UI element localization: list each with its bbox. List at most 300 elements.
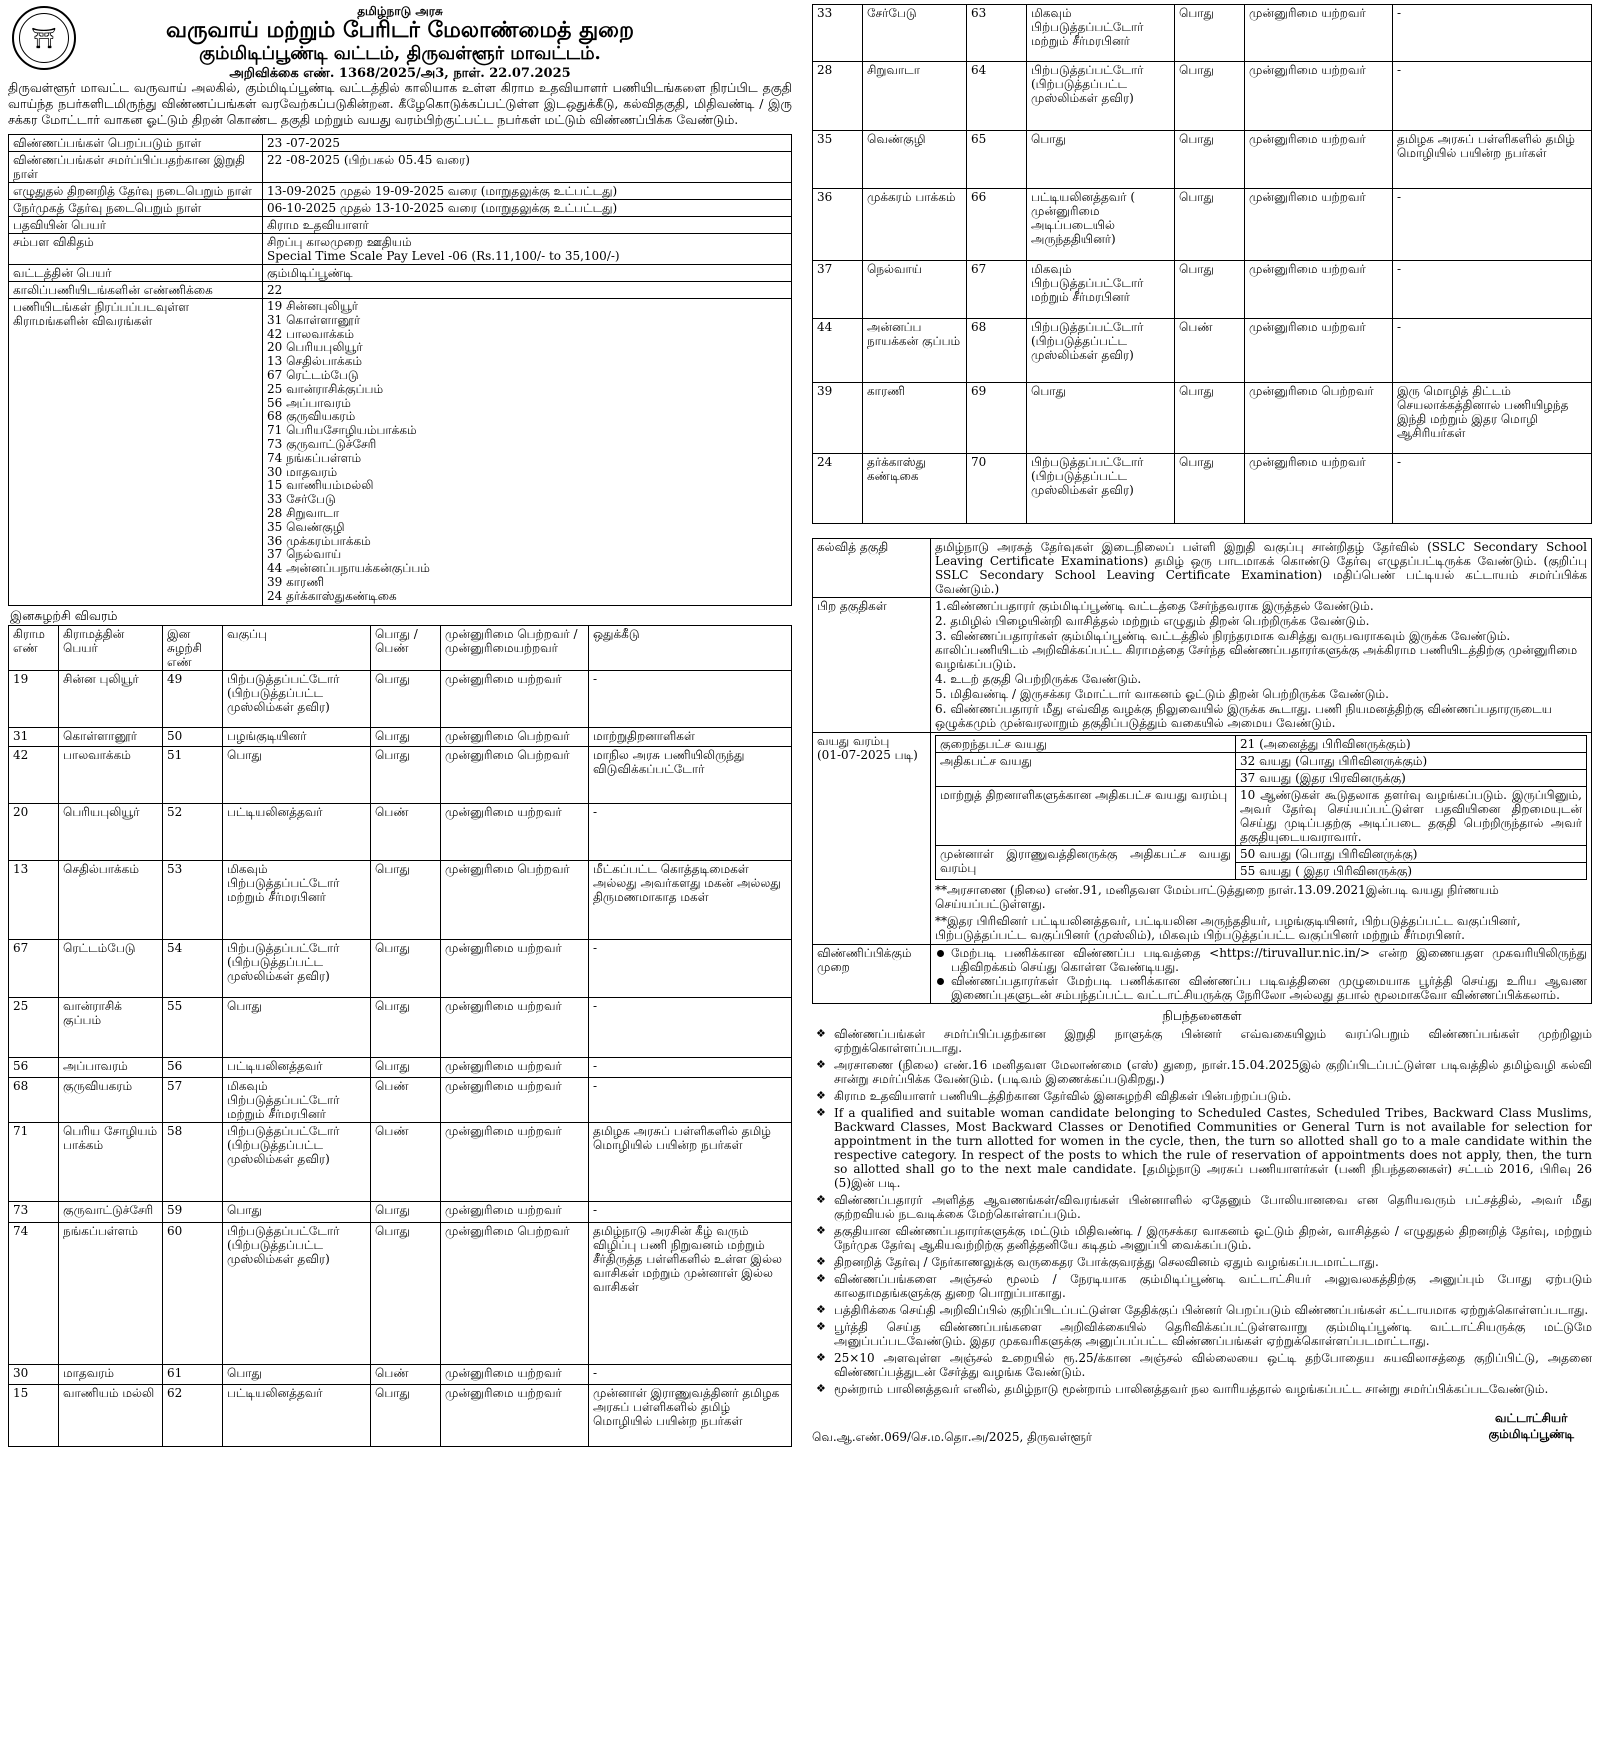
roster-cell: பிற்படுத்தப்பட்டோர் (பிற்படுத்தப்பட்ட முஸ்லிம்கள் தவிர) xyxy=(223,1222,371,1364)
roster-cell: தமிழக அரசுப் பள்ளிகளில் தமிழ் மொழியில் பயின்ற நபர்கள் xyxy=(589,1122,792,1201)
condition-item xyxy=(812,1058,1592,1086)
pay-value-english: Special Time Scale Pay Level -06 (Rs.11,100/- to 35,100/-) xyxy=(267,249,620,263)
max-age-value-general: 32 வயது (பொது பிரிவினருக்கும்) xyxy=(1236,753,1587,770)
info-row xyxy=(9,265,792,282)
roster-cell: 24 xyxy=(813,454,863,524)
roster-cell: பொது xyxy=(371,1201,441,1222)
village-item: 25 வான்ராசிக்குப்பம் xyxy=(267,381,384,396)
roster-cell: 73 xyxy=(9,1201,59,1222)
document-header xyxy=(8,4,792,81)
roster-cell: 67 xyxy=(9,939,59,997)
village-item: 35 வெண்குழி xyxy=(267,519,345,534)
roster-cell: 36 xyxy=(813,189,863,261)
age-row xyxy=(936,736,1587,753)
roster-cell: - xyxy=(589,803,792,860)
ex-servicemen-value-others: 55 வயது ( இதர பிரிவினருக்கு) xyxy=(1236,863,1587,880)
village-item: 67 ரெட்டம்பேடு xyxy=(267,367,359,382)
roster-cell: 71 xyxy=(9,1122,59,1201)
village-item: 28 சிறுவாடா xyxy=(267,505,340,520)
roster-cell: 74 xyxy=(9,1222,59,1364)
qualification-row xyxy=(813,539,1592,598)
age-limit-label xyxy=(813,733,931,945)
roster-label: இனசுழற்சி விவரம் xyxy=(10,607,118,623)
qualification-item: 2. தமிழில் பிழையின்றி வாசித்தல் மற்றும் எழுதும் திறன் பெற்றிருக்க வேண்டும். xyxy=(935,614,1370,628)
roster-cell: அப்பாவரம் xyxy=(59,1057,163,1077)
table-row xyxy=(9,1222,792,1364)
condition-text: விண்ணப்பதாரர் அளித்த ஆவணங்கள்/விவரங்கள் பின்னாளில் ஏதேனும் போலியானவை என தெரியவரும் பட்சத்தில், அவர் மீது குற்றவியல் நடவடிக்கை மேற்கொள்ளப்படும். xyxy=(834,1193,1592,1221)
diamond-bullet-icon: ❖ xyxy=(816,1272,826,1285)
table-row xyxy=(813,62,1592,131)
reference-number: வெ.ஆ.எண்.069/செ.ம.தொ.அ/2025, திருவள்ளூர் xyxy=(812,1430,1093,1444)
roster-table-left xyxy=(8,625,792,1447)
table-row xyxy=(9,746,792,803)
roster-cell: பழங்குடியினர் xyxy=(223,727,371,746)
roster-cell: வாணியம் மல்லி xyxy=(59,1384,163,1446)
info-label: காலிப்பணியிடங்களின் எண்ணிக்கை xyxy=(9,282,263,299)
roster-cell: முன்னுரிமை யற்றவர் xyxy=(1245,189,1393,261)
roster-cell: பிற்படுத்தப்பட்டோர் (பிற்படுத்தப்பட்ட முஸ்லிம்கள் தவிர) xyxy=(223,1122,371,1201)
roster-cell: பாலவாக்கம் xyxy=(59,746,163,803)
qualification-item: 5. மிதிவண்டி / இருசக்கர மோட்டார் வாகனம் ஓட்டும் திறன் பெற்றிருக்க வேண்டும். xyxy=(935,687,1389,701)
max-age-label: அதிகபட்ச வயது xyxy=(936,753,1236,787)
diamond-bullet-icon: ❖ xyxy=(816,1303,826,1316)
roster-cell: முன்னுரிமை பெற்றவர் xyxy=(441,727,589,746)
temple-emblem-icon: ⛩ xyxy=(19,13,69,63)
village-item: 73 குருவாட்டுச்சேரி xyxy=(267,436,377,451)
info-label: எழுதுதல் திறனறித் தேர்வு நடைபெறும் நாள் xyxy=(9,183,263,200)
table-row xyxy=(9,803,792,860)
roster-cell: பொது xyxy=(1175,454,1245,524)
village-item: 31 கொள்ளானூர் xyxy=(267,312,361,327)
roster-cell: பொது xyxy=(1175,5,1245,62)
roster-cell: முன்னுரிமை யற்றவர் xyxy=(441,1384,589,1446)
village-item: 56 அப்பாவரம் xyxy=(267,395,351,410)
roster-cell: மாற்றுதிறனாளிகள் xyxy=(589,727,792,746)
differently-abled-value: 10 ஆண்டுகள் கூடுதலாக தளர்வு வழங்கப்படும். இருப்பினும், அவர் தேர்வு செய்யப்பட்டுள்ள பதவியினை திறமையுடன் செய்து முடிப்பதற்கு அடிப்படை தகுதி பெற்றிருந்தால் அவர் தகுதியுடையவராவார். xyxy=(1236,787,1587,846)
roster-cell: - xyxy=(589,1364,792,1384)
roster-cell: 52 xyxy=(163,803,223,860)
qualification-row xyxy=(813,598,1592,733)
document-footer xyxy=(812,1406,1592,1450)
diamond-bullet-icon: ❖ xyxy=(816,1089,826,1102)
info-row xyxy=(9,152,792,183)
info-label: பணியிடங்கள் நிரப்பப்படவுள்ள கிராமங்களின் விவரங்கள் xyxy=(9,299,263,606)
age-note-categories: **இதர பிரிவினர் பட்டியலினத்தவர், பட்டியலின அருந்ததியர், பழங்குடியினர், பிற்படுத்தப்பட்ட வகுப்பினர், பிற்படுத்தப்பட்ட வகுப்பினர் (முஸ்லிம்), மிகவும் பிற்படுத்தப்பட்ட வகுப்பினர் மற்றும் சீர்மரபினர். xyxy=(935,914,1521,942)
info-value: கிராம உதவியாளர் xyxy=(263,217,792,234)
condition-text: மூன்றாம் பாலினத்தவர் எனில், தமிழ்நாடு மூன்றாம் பாலினத்தவர் நல வாரியத்தால் வழங்கப்பட்ட சான்று சமர்ப்பிக்கப்படவேண்டும். xyxy=(834,1382,1549,1396)
roster-cell: பொது xyxy=(1027,383,1175,454)
roster-cell: மிகவும் பிற்படுத்தப்பட்டோர் மற்றும் சீர்மரபினர் xyxy=(1027,261,1175,319)
roster-cell: பெண் xyxy=(371,1077,441,1122)
roster-cell: - xyxy=(1393,189,1592,261)
info-value: 23 -07-2025 xyxy=(263,135,792,152)
age-limit-title: வயது வரம்பு xyxy=(817,734,890,748)
age-row xyxy=(936,753,1587,770)
roster-cell: கொள்ளானூர் xyxy=(59,727,163,746)
roster-cell: 59 xyxy=(163,1201,223,1222)
roster-cell: 37 xyxy=(813,261,863,319)
roster-cell: 30 xyxy=(9,1364,59,1384)
village-item: 37 நெல்வாய் xyxy=(267,547,342,562)
roster-cell: வெண்குழி xyxy=(863,131,967,189)
table-row xyxy=(813,189,1592,261)
roster-cell: பொது xyxy=(371,860,441,939)
roster-cell: முன்னுரிமை யற்றவர் xyxy=(441,1201,589,1222)
qualification-row xyxy=(813,945,1592,1004)
roster-table-right xyxy=(812,4,1592,524)
qualification-item: 1.விண்ணப்பதாரர் கும்மிடிப்பூண்டி வட்டத்தை சேர்ந்தவராக இருத்தல் வேண்டும். xyxy=(935,599,1374,613)
apply-method-label: விண்ணிப்பிக்கும் முறை xyxy=(813,945,931,1004)
village-item: 71 பெரியசோழியம்பாக்கம் xyxy=(267,423,417,438)
village-item: 39 காரணி xyxy=(267,574,325,589)
info-label: நேர்முகத் தேர்வு நடைபெறும் நாள் xyxy=(9,200,263,217)
village-item: 24 தர்க்காஸ்துகண்டிகை xyxy=(267,588,397,603)
table-row xyxy=(9,1077,792,1122)
roster-cell: பொது xyxy=(1175,261,1245,319)
roster-cell: பொது xyxy=(371,1057,441,1077)
roster-cell: பொது xyxy=(1175,131,1245,189)
roster-cell: - xyxy=(1393,319,1592,383)
info-row xyxy=(9,200,792,217)
apply-step xyxy=(935,946,1587,974)
village-item: 36 முக்கரம்பாக்கம் xyxy=(267,533,371,548)
roster-cell: - xyxy=(1393,5,1592,62)
table-row xyxy=(813,261,1592,319)
roster-cell: 69 xyxy=(967,383,1027,454)
roster-cell: 19 xyxy=(9,670,59,727)
signatory-title: வட்டாட்சியர் xyxy=(1495,1411,1568,1425)
info-row xyxy=(9,282,792,299)
roster-header-cell: முன்னுரிமை பெற்றவர் / முன்னுரிமையற்றவர் xyxy=(441,625,589,670)
qualification-item: 4. உடற் தகுதி பெற்றிருக்க வேண்டும். xyxy=(935,672,1142,686)
roster-cell: மிகவும் பிற்படுத்தப்பட்டோர் மற்றும் சீர்மரபினர் xyxy=(223,1077,371,1122)
left-column xyxy=(8,4,792,1447)
roster-cell: பிற்படுத்தப்பட்டோர் (பிற்படுத்தப்பட்ட முஸ்லிம்கள் தவிர) xyxy=(1027,62,1175,131)
village-item: 74 நங்கப்பள்ளம் xyxy=(267,450,362,465)
condition-text: திறனறித் தேர்வு / நேர்காணலுக்கு வருகைதர போக்குவரத்து செலவினம் ஏதும் வழங்கப்படமாட்டாது. xyxy=(834,1255,1379,1269)
roster-cell: முன்னுரிமை யற்றவர் xyxy=(441,997,589,1057)
differently-abled-label: மாற்றுத் திறனாளிகளுக்கான அதிகபட்ச வயது வரம்பு xyxy=(936,787,1236,846)
table-row xyxy=(9,860,792,939)
info-value xyxy=(263,299,792,606)
roster-cell: நங்கப்பள்ளம் xyxy=(59,1222,163,1364)
roster-cell: பெண் xyxy=(1175,319,1245,383)
roster-cell: பொது xyxy=(371,939,441,997)
signatory-office: கும்மிடிப்பூண்டி xyxy=(1488,1427,1574,1441)
roster-cell: - xyxy=(589,1057,792,1077)
roster-cell: முன்னுரிமை யற்றவர் xyxy=(441,1122,589,1201)
table-row xyxy=(813,383,1592,454)
roster-cell: மிகவும் பிற்படுத்தப்பட்டோர் மற்றும் சீர்மரபினர் xyxy=(1027,5,1175,62)
roster-cell: முன்னுரிமை யற்றவர் xyxy=(441,1364,589,1384)
village-item: 30 மாதவரம் xyxy=(267,464,338,479)
condition-item xyxy=(812,1027,1592,1055)
roster-cell: பொது xyxy=(1175,62,1245,131)
roster-cell: ரெட்டம்பேடு xyxy=(59,939,163,997)
info-label: விண்ணப்பங்கள் பெறப்படும் நாள் xyxy=(9,135,263,152)
roster-cell: 35 xyxy=(813,131,863,189)
roster-header-cell: கிராம எண் xyxy=(9,625,59,670)
roster-cell: பொது xyxy=(223,746,371,803)
roster-header-cell: கிராமத்தின் பெயர் xyxy=(59,625,163,670)
roster-cell: 63 xyxy=(967,5,1027,62)
apply-step-text: மேற்படி பணிக்கான விண்ணப்ப படிவத்தை <https://tiruvallur.nic.in/> என்ற இணையதள முகவரியிலிருந்து பதிவிறக்கம் செய்து கொள்ள வேண்டியது. xyxy=(951,946,1587,974)
diamond-bullet-icon: ❖ xyxy=(816,1058,826,1071)
roster-cell: பெண் xyxy=(371,803,441,860)
village-item: 20 பெரியபுலியூர் xyxy=(267,340,363,355)
table-row xyxy=(9,1122,792,1201)
roster-cell: 42 xyxy=(9,746,59,803)
roster-cell: பிற்படுத்தப்பட்டோர் (பிற்படுத்தப்பட்ட முஸ்லிம்கள் தவிர) xyxy=(1027,319,1175,383)
condition-text: 25×10 அளவுள்ள அஞ்சல் உறையில் ரூ.25/க்கான அஞ்சல் வில்லையை ஒட்டி தற்போதைய சுயவிலாசத்தை குறிப்பிட்டு, அதனை விண்ணப்பத்துடன் சேர்த்து வழங்க வேண்டும். xyxy=(834,1351,1592,1379)
roster-cell: முக்கரம் பாக்கம் xyxy=(863,189,967,261)
roster-cell: 50 xyxy=(163,727,223,746)
roster-cell: இரு மொழித் திட்டம் செயலாக்கத்தினால் பணியிழந்த இந்தி மற்றும் இதர மொழி ஆசிரியர்கள் xyxy=(1393,383,1592,454)
roster-cell: சேர்பேடு xyxy=(863,5,967,62)
education-label: கல்வித் தகுதி xyxy=(813,539,931,598)
roster-cell: முன்னுரிமை யற்றவர் xyxy=(1245,261,1393,319)
roster-cell: முன்னுரிமை யற்றவர் xyxy=(1245,454,1393,524)
age-limit-date: (01-07-2025 படி) xyxy=(817,748,918,762)
info-value xyxy=(263,234,792,265)
qualification-item: 3. விண்ணப்பதாரர்கள் கும்மிடிப்பூண்டி வட்டத்தில் நிரந்தரமாக வசித்து வருபவராகவும் இருக்க வேண்டும். காலிப்பணியிடம் அறிவிக்கப்பட்ட கிராமத்தை சேர்ந்த விண்ணப்பதாரர்களுக்கு அக்கிராம பணியிடத்திற்கு முன்னுரிமை வழங்கப்படும். xyxy=(935,629,1578,671)
roster-cell: - xyxy=(1393,62,1592,131)
roster-cell: பொது xyxy=(371,997,441,1057)
roster-cell: பொது xyxy=(223,997,371,1057)
age-row xyxy=(936,846,1587,863)
roster-cell: மாதவரம் xyxy=(59,1364,163,1384)
village-item: 19 சின்னபுலியூர் xyxy=(267,299,359,313)
roster-cell: 57 xyxy=(163,1077,223,1122)
roster-cell: சின்ன புலியூர் xyxy=(59,670,163,727)
roster-cell: - xyxy=(1393,454,1592,524)
table-row xyxy=(9,727,792,746)
roster-cell: பெண் xyxy=(371,1122,441,1201)
ex-servicemen-label: முன்னாள் இராணுவத்தினருக்கு அதிகபட்ச வயது வரம்பு xyxy=(936,846,1236,880)
conditions-list xyxy=(812,1027,1592,1396)
roster-cell: 68 xyxy=(9,1077,59,1122)
roster-header-cell: இன சுழற்சி எண் xyxy=(163,625,223,670)
roster-cell: பொது xyxy=(1027,131,1175,189)
table-row xyxy=(813,454,1592,524)
condition-text: பத்திரிக்கை செய்தி அறிவிப்பில் குறிப்பிடப்பட்டுள்ள தேதிக்குப் பின்னர் பெறப்படும் விண்ணப்பங்கள் கட்டாயமாக ஏற்றுக்கொள்ளப்படாது. xyxy=(834,1303,1589,1317)
roster-cell: 70 xyxy=(967,454,1027,524)
table-row xyxy=(9,1057,792,1077)
roster-cell: பெரியபுலியூர் xyxy=(59,803,163,860)
roster-cell: 44 xyxy=(813,319,863,383)
condition-text: விண்ணப்பங்களை அஞ்சல் மூலம் / நேரடியாக கும்மிடிப்பூண்டி வட்டாட்சியர் அலுவலகத்திற்கு அனுப்பும் போது ஏற்படும் காலதாமதங்களுக்கு துறை பொறுப்பாகாது. xyxy=(834,1272,1592,1300)
bullet-icon xyxy=(937,950,944,957)
condition-text: பூர்த்தி செய்த விண்ணப்பங்களை அறிவிக்கையில் தெரிவிக்கப்பட்டுள்ளவாறு கும்மிடிப்பூண்டி வட்டாட்சியருக்கு மட்டுமே அனுப்பப்படவேண்டும். இதர முகவரிகளுக்கு அனுப்பப்பட்ட விண்ணப்பங்கள் ஏற்றுக்கொள்ளப்படமாட்டாது. xyxy=(834,1320,1592,1348)
condition-item xyxy=(812,1255,1592,1269)
diamond-bullet-icon: ❖ xyxy=(816,1255,826,1268)
village-item: 15 வாணியம்மல்லி xyxy=(267,478,374,493)
info-value: கும்மிடிப்பூண்டி xyxy=(263,265,792,282)
roster-cell: 33 xyxy=(813,5,863,62)
info-row xyxy=(9,135,792,152)
roster-cell: - xyxy=(589,670,792,727)
roster-cell: முன்னுரிமை பெற்றவர் xyxy=(441,860,589,939)
diamond-bullet-icon: ❖ xyxy=(816,1224,826,1237)
roster-header-cell: ஒதுக்கீடு xyxy=(589,625,792,670)
roster-cell: பொது xyxy=(371,1384,441,1446)
roster-cell: 58 xyxy=(163,1122,223,1201)
roster-cell: பொது xyxy=(371,670,441,727)
info-label: விண்ணப்பங்கள் சமர்ப்பிப்பதற்கான இறுதி நாள் xyxy=(9,152,263,183)
village-item: 42 பாலவாக்கம் xyxy=(267,326,355,341)
roster-cell: - xyxy=(589,1201,792,1222)
info-row xyxy=(9,234,792,265)
table-row xyxy=(9,997,792,1057)
diamond-bullet-icon: ❖ xyxy=(816,1106,826,1119)
roster-cell: பிற்படுத்தப்பட்டோர் (பிற்படுத்தப்பட்ட முஸ்லிம்கள் தவிர) xyxy=(1027,454,1175,524)
bullet-icon xyxy=(937,978,944,985)
right-column xyxy=(812,4,1592,1450)
roster-cell: முன்னுரிமை யற்றவர் xyxy=(441,939,589,997)
village-item: 44 அன்னப்பநாயக்கன்குப்பம் xyxy=(267,561,430,576)
condition-item xyxy=(812,1303,1592,1317)
roster-cell: பொது xyxy=(223,1201,371,1222)
table-row xyxy=(9,1201,792,1222)
education-value: தமிழ்நாடு அரசுத் தேர்வுகள் இடைநிலைப் பள்ளி இறுதி வகுப்பு சான்றிதழ் தேர்வில் (SSLC Secondary School Leaving Certificate Examinations) தமிழ் ஒரு பாடமாகக் கொண்டு தேர்வு எழுதப்பட்டிருக்க வேண்டும். (குறிப்பு SSLC Secondary School Leaving Certificate Examination) மதிப்பெண் பட்டியல் கட்டாயம் சமர்ப்பிக்க வேண்டும்.) xyxy=(931,539,1592,598)
condition-text: கிராம உதவியாளர் பணியிடத்திற்கான தேர்வில் இனசுழற்சி விதிகள் பின்பற்றப்படும். xyxy=(834,1089,1292,1103)
table-row xyxy=(813,131,1592,189)
other-qualification-value xyxy=(931,598,1592,733)
signature-block xyxy=(1488,1410,1574,1442)
roster-cell: பிற்படுத்தப்பட்டோர் (பிற்படுத்தப்பட்ட முஸ்லிம்கள் தவிர) xyxy=(223,939,371,997)
roster-cell: வான்ராசிக் குப்பம் xyxy=(59,997,163,1057)
roster-cell: முன்னுரிமை பெற்றவர் xyxy=(441,1222,589,1364)
age-note-go: **அரசாணை (நிலை) எண்.91, மனிதவள மேம்பாட்டுத்துறை நாள்.13.09.2021இன்படி வயது நிர்ணயம் செய்யப்பட்டுள்ளது. xyxy=(935,883,1499,911)
roster-cell: பொது xyxy=(1175,189,1245,261)
roster-cell: 56 xyxy=(163,1057,223,1077)
qualification-row xyxy=(813,733,1592,945)
qualification-item: 6. விண்ணப்பதாரர் மீது எவ்வித வழக்கு நிலுவையில் இருக்க கூடாது. பணி நியமனத்திற்கு விண்ணப்பதாரருடைய ஒழுக்கமும் முன்வரலாறும் தகுதிப்படுத்தும் வகையில் அமைய வேண்டும். xyxy=(935,702,1553,730)
condition-item xyxy=(812,1351,1592,1379)
age-row xyxy=(936,787,1587,846)
table-row xyxy=(813,319,1592,383)
roster-cell: செதில்பாக்கம் xyxy=(59,860,163,939)
village-item: 68 குருவியகரம் xyxy=(267,409,356,424)
info-value: 22 -08-2025 (பிற்பகல் 05.45 வரை) xyxy=(263,152,792,183)
info-row xyxy=(9,217,792,234)
ex-servicemen-value-general: 50 வயது (பொது பிரிவினருக்கு) xyxy=(1236,846,1587,863)
villages-list xyxy=(267,300,787,604)
roster-cell: 28 xyxy=(813,62,863,131)
info-value: 13-09-2025 முதல் 19-09-2025 வரை (மாறுதலுக்கு உட்பட்டது) xyxy=(263,183,792,200)
table-row xyxy=(9,1364,792,1384)
government-name: தமிழ்நாடு அரசு xyxy=(357,4,443,18)
roster-cell: பட்டியலினத்தவர் xyxy=(223,803,371,860)
roster-cell: 13 xyxy=(9,860,59,939)
apply-step xyxy=(935,974,1587,1002)
roster-cell: முன்னுரிமை யற்றவர் xyxy=(1245,5,1393,62)
info-label: வட்டத்தின் பெயர் xyxy=(9,265,263,282)
roster-cell: 68 xyxy=(967,319,1027,383)
office-name: கும்மிடிப்பூண்டி வட்டம், திருவள்ளூர் மாவட்டம். xyxy=(199,43,601,64)
roster-cell: தமிழக அரசுப் பள்ளிகளில் தமிழ் மொழியில் பயின்ற நபர்கள் xyxy=(1393,131,1592,189)
roster-cell: முன்னாள் இராணுவத்தினர் தமிழக அரசுப் பள்ளிகளில் தமிழ் மொழியில் பயின்ற நபர்கள் xyxy=(589,1384,792,1446)
roster-cell: 64 xyxy=(967,62,1027,131)
roster-cell: 65 xyxy=(967,131,1027,189)
roster-cell: பட்டியலினத்தவர் xyxy=(223,1384,371,1446)
condition-text: விண்ணப்பங்கள் சமர்ப்பிப்பதற்கான இறுதி நாளுக்கு பின்னர் எவ்வகையிலும் வரப்பெறும் விண்ணப்பங்கள் முற்றிலும் ஏற்றுக்கொள்ளப்படாது. xyxy=(834,1027,1592,1055)
apply-method-value xyxy=(931,945,1592,1004)
condition-item xyxy=(812,1193,1592,1221)
roster-cell: 67 xyxy=(967,261,1027,319)
roster-cell: பொது xyxy=(1175,383,1245,454)
roster-cell: தர்க்காஸ்து கண்டிகை xyxy=(863,454,967,524)
roster-cell: மீட்கப்பட்ட கொத்தடிமைகள் அல்லது அவர்களது மகன் அல்லது திருமணமாகாத மகள் xyxy=(589,860,792,939)
roster-cell: 15 xyxy=(9,1384,59,1446)
roster-cell: பொது xyxy=(371,746,441,803)
condition-text: அரசாணை (நிலை) எண்.16 மனிதவள மேலாண்மை (எஸ்) துறை, நாள்.15.04.2025இல் குறிப்பிடப்பட்டுள்ள படிவத்தில் தமிழ்வழி கல்வி சான்று சமர்ப்பிக்க வேண்டும். (படிவம் இணைக்கப்படுகிறது.) xyxy=(834,1058,1592,1086)
apply-step-text: விண்ணப்பதாரர்கள் மேற்படி பணிக்கான விண்ணப்ப படிவத்தினை முழுமையாக பூர்த்தி செய்து உரிய ஆவண இணைப்புகளுடன் சம்பந்தப்பட்ட வட்டாட்சியருக்கு நேரிலோ அல்லது தபால் மூலமாகவோ விண்ணப்பிக்கலாம். xyxy=(951,974,1587,1002)
roster-cell: 61 xyxy=(163,1364,223,1384)
roster-cell: முன்னுரிமை பெற்றவர் xyxy=(441,746,589,803)
roster-cell: - xyxy=(1393,261,1592,319)
condition-item xyxy=(812,1320,1592,1348)
roster-cell: 66 xyxy=(967,189,1027,261)
info-row xyxy=(9,183,792,200)
roster-cell: முன்னுரிமை யற்றவர் xyxy=(441,1057,589,1077)
info-label: சம்பள விகிதம் xyxy=(9,234,263,265)
roster-cell: முன்னுரிமை யற்றவர் xyxy=(441,803,589,860)
government-emblem-icon xyxy=(12,6,76,70)
diamond-bullet-icon: ❖ xyxy=(816,1193,826,1206)
roster-cell: - xyxy=(589,997,792,1057)
roster-header-row xyxy=(9,625,792,670)
roster-cell: முன்னுரிமை யற்றவர் xyxy=(1245,62,1393,131)
roster-cell: முன்னுரிமை யற்றவர் xyxy=(1245,131,1393,189)
notice-number: அறிவிக்கை எண். 1368/2025/அ3, நாள். 22.07.2025 xyxy=(229,66,571,81)
roster-cell: பெண் xyxy=(371,1364,441,1384)
roster-cell: 62 xyxy=(163,1384,223,1446)
age-limit-value xyxy=(931,733,1592,945)
roster-cell: பொது xyxy=(223,1364,371,1384)
max-age-value-others: 37 வயது (இதர பிரவினருக்கு) xyxy=(1236,770,1587,787)
roster-header-cell: வகுப்பு xyxy=(223,625,371,670)
roster-cell: பட்டியலினத்தவர் xyxy=(223,1057,371,1077)
min-age-label: குறைந்தபட்ச வயது xyxy=(936,736,1236,753)
roster-cell: 56 xyxy=(9,1057,59,1077)
roster-cell: பிற்படுத்தப்பட்டோர் (பிற்படுத்தப்பட்ட முஸ்லிம்கள் தவிர) xyxy=(223,670,371,727)
info-label: பதவியின் பெயர் xyxy=(9,217,263,234)
condition-text: If a qualified and suitable woman candidate belonging to Scheduled Castes, Scheduled Tribes, Backward Class Muslims, Backward Classes, Most Backward Classes or Denotified Communities or General Turn is not available for selection for appointment in the turn allotted for women in the cycle, then, the turn so allotted shall go to a male candidate within the respective category. In respect of the posts to which the rule of reservation of appointments does not apply, then, the turn so allotted shall go to the next male candidate. [தமிழ்நாடு அரசுப் பணியாளர்கள் (பணி நிபந்தனைகள்) சட்டம் 2016, பிரிவு 26 (5)இன் படி. xyxy=(834,1106,1592,1190)
village-item: 33 சேர்பேடு xyxy=(267,492,336,507)
roster-cell: - xyxy=(589,939,792,997)
roster-cell: 31 xyxy=(9,727,59,746)
roster-cell: மாநில அரசு பணியிலிருந்து விடுவிக்கப்பட்டோர் xyxy=(589,746,792,803)
roster-cell: முன்னுரிமை யற்றவர் xyxy=(1245,319,1393,383)
roster-cell: சிறுவாடா xyxy=(863,62,967,131)
roster-cell: 39 xyxy=(813,383,863,454)
roster-cell: பட்டியலினத்தவர் ( முன்னுரிமை அடிப்படையில் அருந்ததியினர்) xyxy=(1027,189,1175,261)
roster-cell: முன்னுரிமை யற்றவர் xyxy=(441,1077,589,1122)
roster-cell: காரணி xyxy=(863,383,967,454)
info-value: 06-10-2025 முதல் 13-10-2025 வரை (மாறுதலுக்கு உட்பட்டது) xyxy=(263,200,792,217)
conditions-title: நிபந்தனைகள் xyxy=(1162,1008,1242,1023)
roster-header-cell: பொது / பெண் xyxy=(371,625,441,670)
condition-text: தகுதியான விண்ணப்பதாரர்களுக்கு மட்டும் மிதிவண்டி / இருசக்கர வாகனம் ஓட்டும் திறன், வாசித்தல் / எழுதுதல் திறனறித் தேர்வு, மற்றும் நேர்முக தேர்வு ஆகியவற்றிற்கு தனித்தனியே கடிதம் அனுப்பி வைக்கப்படும். xyxy=(834,1224,1592,1252)
table-row xyxy=(813,5,1592,62)
roster-cell: முன்னுரிமை யற்றவர் xyxy=(441,670,589,727)
info-row xyxy=(9,299,792,606)
roster-cell: 51 xyxy=(163,746,223,803)
table-row xyxy=(9,1384,792,1446)
roster-cell: 53 xyxy=(163,860,223,939)
roster-cell: குருவியகரம் xyxy=(59,1077,163,1122)
